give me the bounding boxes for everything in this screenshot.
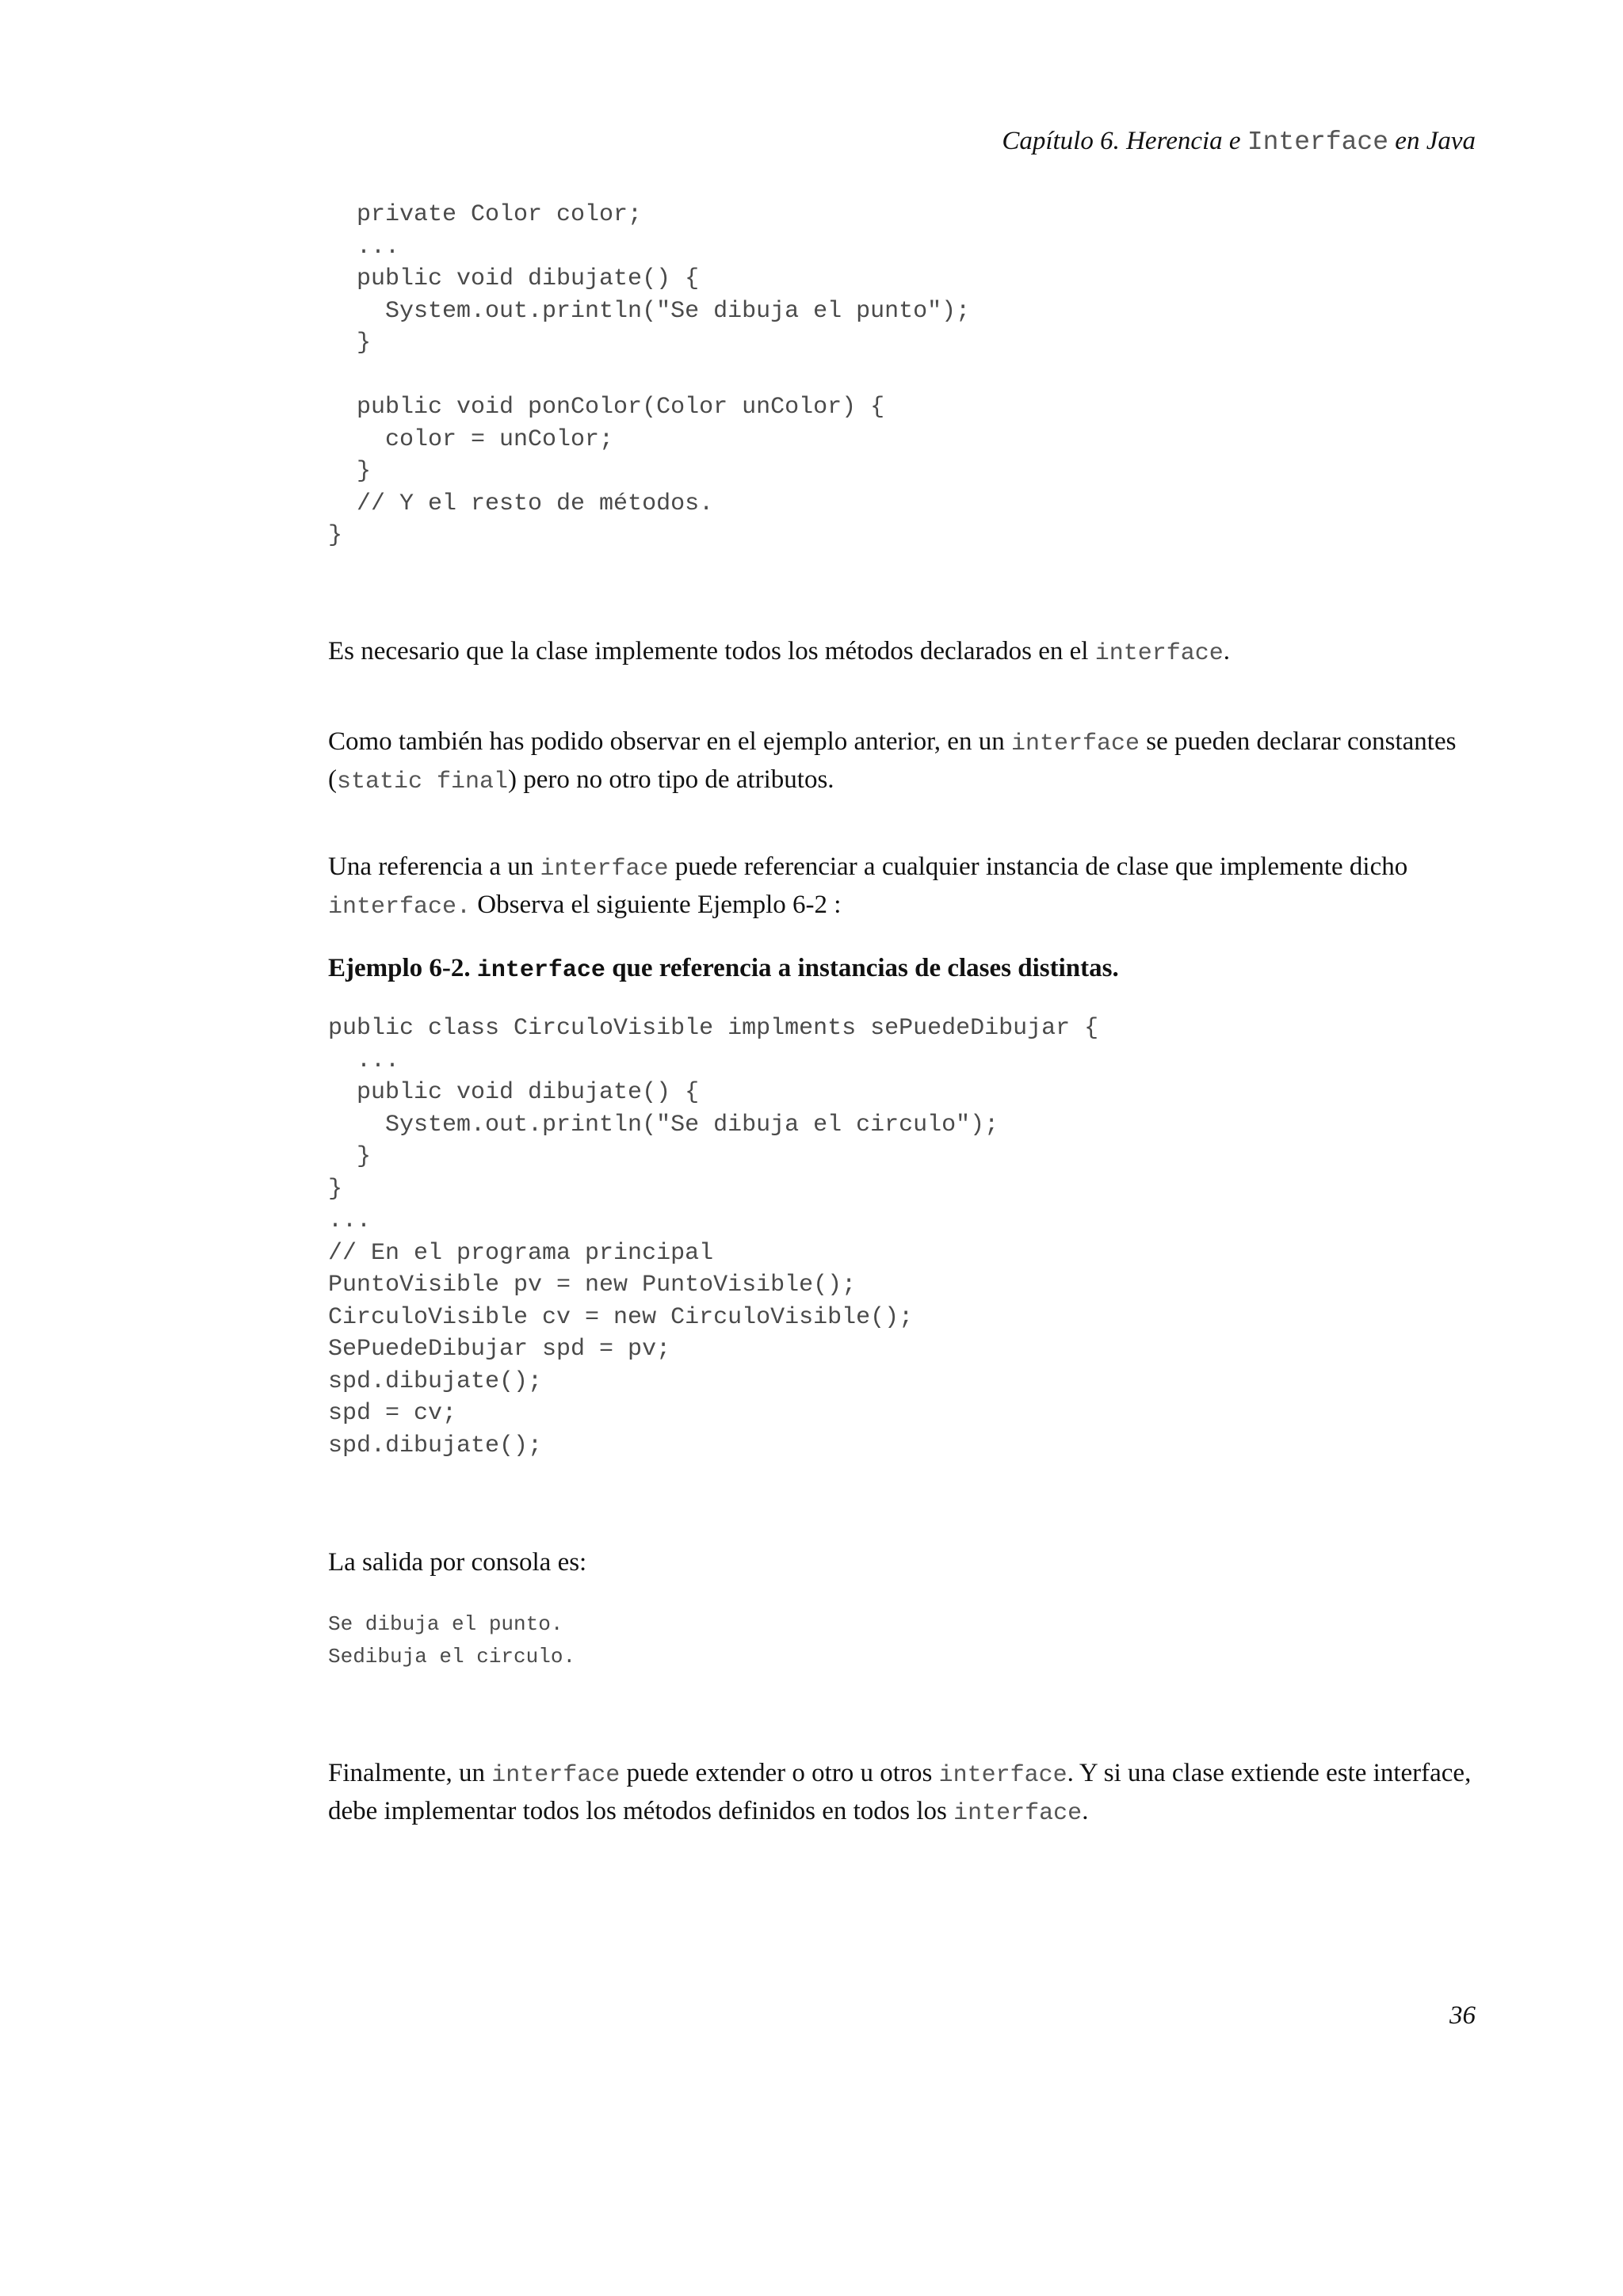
code-line: CirculoVisible cv = new CirculoVisible();: [328, 1303, 914, 1331]
inline-code: interface.: [328, 894, 472, 921]
paragraph-text: Es necesario que la clase implemente todos los métodos declarados en el: [328, 637, 1095, 666]
paragraph-text: . Y si una clase extiende este interface, debe implementar todos los métodos definidos en todos los: [328, 1759, 1472, 1825]
paragraph-text: Como también has podido observar en el ejemplo anterior, en un: [328, 727, 1011, 756]
paragraph-text: puede extender o otro u otros: [620, 1759, 939, 1787]
code-line: spd.dibujate();: [328, 1432, 543, 1459]
code-line: }: [328, 1143, 372, 1170]
paragraph-text: .: [1082, 1797, 1089, 1825]
code-block-2: [328, 1013, 1098, 1462]
paragraph-text: Finalmente, un: [328, 1759, 492, 1787]
code-line: public void ponColor(Color unColor) {: [328, 394, 885, 421]
paragraph-extends: [328, 1756, 1477, 1832]
code-line: public class CirculoVisible implments sePuedeDibujar {: [328, 1015, 1099, 1042]
paragraph-constants: [328, 724, 1477, 800]
code-line: }: [328, 522, 343, 549]
example-label: Ejemplo 6-2.: [328, 954, 477, 982]
paragraph-console-intro: [328, 1545, 1477, 1581]
code-block-1: [328, 199, 970, 552]
paragraph-text: .: [1223, 637, 1230, 666]
inline-code: interface: [938, 1762, 1067, 1789]
header-chapter-code: Interface: [1247, 128, 1389, 157]
inline-code: interface: [540, 856, 669, 883]
paragraph-text: Una referencia a un: [328, 852, 540, 881]
paragraph-text: Observa el siguiente Ejemplo 6-2 :: [471, 891, 842, 919]
paragraph-reference: [328, 849, 1477, 925]
paragraph-text: La salida por consola es:: [328, 1548, 587, 1577]
code-line: spd.dibujate();: [328, 1367, 543, 1395]
code-line: ...: [328, 233, 400, 261]
code-line: ...: [328, 1047, 400, 1074]
page-number: 36: [1449, 2001, 1476, 2030]
code-line: [328, 360, 970, 392]
code-line: ...: [328, 1207, 372, 1234]
inline-code: interface: [1094, 640, 1224, 667]
code-line: }: [328, 458, 372, 485]
code-line: public void dibujate() {: [328, 265, 700, 292]
header-chapter-prefix: Capítulo 6. Herencia e: [1002, 127, 1247, 155]
example-heading-code: interface: [476, 957, 605, 984]
paragraph-text: puede referenciar a cualquier instancia de clase que implemente dicho: [668, 852, 1408, 881]
header-chapter-suffix: en Java: [1388, 127, 1476, 155]
running-header: [1002, 127, 1476, 157]
code-line: System.out.println("Se dibuja el circulo");: [328, 1111, 999, 1138]
code-line: System.out.println("Se dibuja el punto");: [328, 297, 971, 325]
inline-code: interface: [1010, 730, 1140, 757]
example-heading: [328, 954, 1119, 984]
code-line: color = unColor;: [328, 425, 614, 453]
code-line: public void dibujate() {: [328, 1079, 700, 1106]
console-output: [328, 1608, 575, 1672]
code-line: // En el programa principal: [328, 1239, 714, 1267]
inline-code: static final: [337, 769, 509, 795]
code-line: SePuedeDibujar spd = pv;: [328, 1336, 671, 1363]
console-line: Se dibuja el punto.: [328, 1612, 563, 1636]
code-line: }: [328, 1175, 343, 1203]
example-heading-text: que referencia a instancias de clases distintas.: [605, 954, 1119, 982]
paragraph-text: ) pero no otro tipo de atributos.: [508, 765, 834, 794]
inline-code: interface: [953, 1800, 1083, 1827]
code-line: spd = cv;: [328, 1400, 457, 1427]
inline-code: interface: [491, 1762, 621, 1789]
code-line: private Color color;: [328, 201, 643, 228]
code-line: // Y el resto de métodos.: [328, 490, 714, 517]
paragraph-methods-required: [328, 634, 1477, 672]
code-line: }: [328, 330, 372, 357]
console-line: Sedibuja el circulo.: [328, 1644, 576, 1669]
paragraph-text: se pueden declarar constantes (: [328, 727, 1457, 794]
code-line: PuntoVisible pv = new PuntoVisible();: [328, 1272, 857, 1299]
